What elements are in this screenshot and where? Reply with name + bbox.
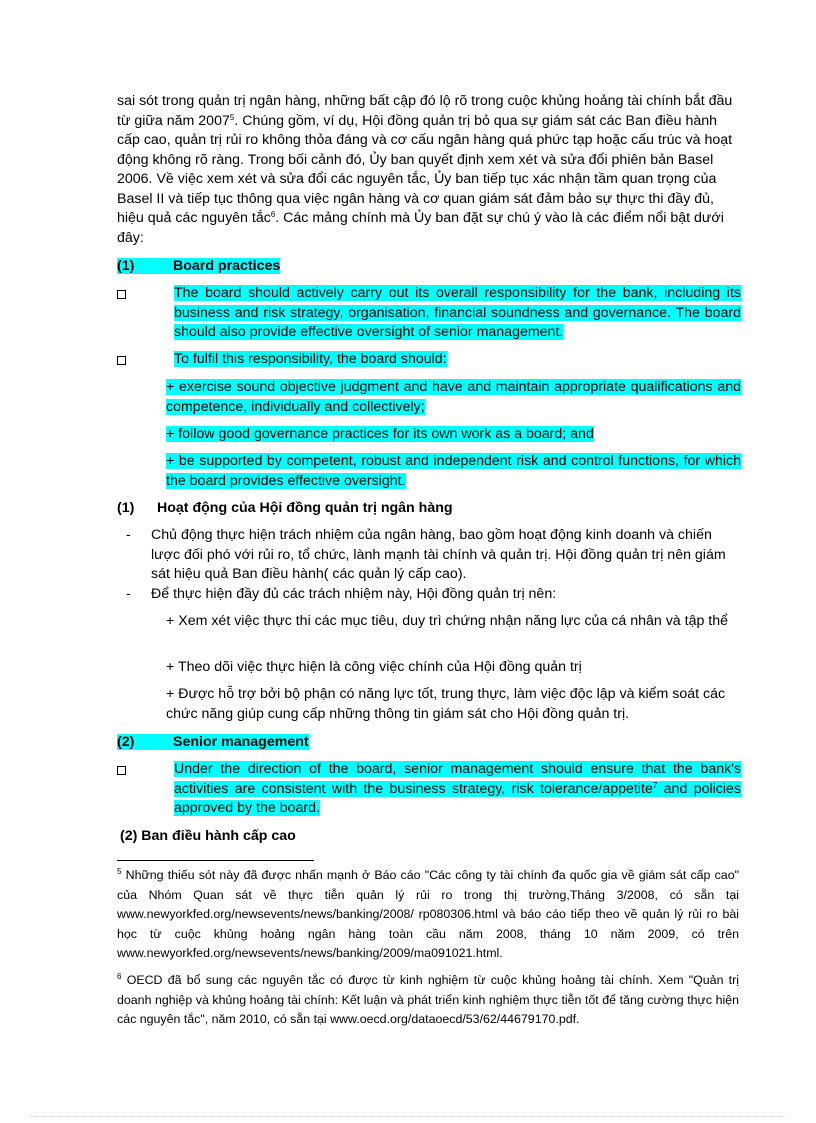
intro-text-c: . Các mảng chính mà Ủy ban đặt sự chú ý vào là các điểm nổi bật dưới đây: xyxy=(117,210,724,246)
square-bullet-icon xyxy=(117,290,126,299)
section-1-vi-title: Hoạt động của Hội đồng quản trị ngân hàng xyxy=(157,500,453,516)
footnote-6 xyxy=(117,971,739,1030)
section-2-heading xyxy=(117,733,309,752)
section-1-bullet-1: The board should actively carry out its overall responsibility for the bank, including its business and risk strategy, organisation, financial soundness and governance. The board should also provide effective oversight of senior management. xyxy=(174,285,741,340)
footnote-ref-7[interactable]: 7 xyxy=(652,780,658,790)
section-1-sub-2: + follow good governance practices for its own work as a board; and xyxy=(166,426,594,442)
section-1-sub-1: + exercise sound objective judgment and have and maintain appropriate qualifications and competence, individually and collectively; xyxy=(166,379,741,415)
section-1-title: Board practices xyxy=(173,258,281,274)
section-1-vi-sub-2: + Theo dõi việc thực hiện là công việc chính của Hội đồng quản trị xyxy=(166,659,582,675)
page-bottom-border xyxy=(30,1116,786,1117)
section-2-title: Senior management xyxy=(173,734,309,750)
intro-text-a: sai sót trong quản trị ngân hàng, những bất cập đó lộ rõ trong cuộc khủng hoảng tài chính bắt đầu từ giữa năm 2007 xyxy=(117,93,733,129)
footnote-5 xyxy=(117,866,739,964)
section-2-bullet-1: Under the direction of the board, senior management should ensure that the bank's activities are consistent with the business strategy, risk tolerance/appetite$^7$ and policies approved by the board. xyxy=(174,761,742,816)
footnote-5-text: Những thiếu sót này đã được nhấn mạnh ở Báo cáo "Các công ty tài chính đa quốc gia về giám sát cấp cao" của Nhóm Quan sát về thực tiễn quản lý rủi ro trong thị trường,Tháng 3/2008, có sẵn tại www.newyorkfed.org/newsevents/news/banking/2008/ rp080306.html và báo cáo tiếp theo về quản lý rủi ro bài học từ cuộc khủng hoảng ngân hàng toàn cầu năm 2008, tháng 10 năm 2009, có trên www.newyorkfed.org/newsevents/news/banking/2009/ma091021.html. xyxy=(117,868,739,961)
section-1-vi-heading: (1) Hoạt động của Hội đồng quản trị ngân hàng xyxy=(117,500,453,516)
footnote-6-mark: 6 xyxy=(117,972,122,981)
footnote-ref-6[interactable]: 6 xyxy=(270,210,276,219)
section-1-bullet-2: To fulfil this responsibility, the board should: xyxy=(174,351,447,367)
section-2-vi-heading xyxy=(120,827,296,846)
section-1-number: (1) xyxy=(117,258,135,274)
intro-paragraph xyxy=(117,92,743,248)
footnote-separator xyxy=(117,860,314,861)
section-1-vi-sub-1: + Xem xét việc thực thi các mục tiêu, duy trì chứng nhận năng lực của cá nhân và tập thể xyxy=(166,613,729,629)
section-1-sub-3: + be supported by competent, robust and independent risk and control functions, for which the board provides effective oversight. xyxy=(166,453,741,489)
section-2-vi-title: (2) Ban điều hành cấp cao xyxy=(120,828,296,844)
square-bullet-icon xyxy=(117,356,126,365)
footnote-ref-5[interactable]: 5 xyxy=(229,112,235,122)
document-page: sai sót trong quản trị ngân hàng, những bất cập đó lộ rõ trong cuộc khủng hoảng tài chính bắt đầu từ giữa năm 2007$^5$. Chúng gồm, ví dụ, Hội đồng quản trị bỏ qua sự giám sát các Ban điều hành cấp cao, quản trị rủi ro không thỏa đáng và cơ cấu ngân hàng quá phức tạp hoặc cấu trúc và hoạt động không rõ ràng. Trong bối cảnh đó, Ủy ban quyết định xem xét và sửa đổi phiên bản Basel 2006. Về việc xem xét và sửa đổi các nguyên tắc, Ủy ban tiếp tục xác nhận tầm quan trọng của Basel II và tiếp tục thông qua việc ngân hàng và cơ quan giám sát đảm bảo sự thực thi đầy đủ, hiệu quả các nguyên tắc$^6$. Các mảng chính mà Ủy ban đặt sự chú ý vào là các điểm nổi bật dưới đây: (1) Board practices The board should actively carry out its overall responsibility for the bank, including its business and risk strategy, organisation, financial soundness and governance. The board should also provide effective oversight of senior management. To fulfil this responsibility, the board should: + exercise sound objective judgment and have and maintain appropriate qualifications and competence, individually and collectively; + follow good governance practices for its own work as a board; and + be supported by competent, robust and independent risk and control functions, for which the board provides effective oversight. (1) Hoạt động của Hội đồng quản trị ngân hàng - Chủ động thực hiện trách nhiệm của ngân hàng, bao gồm hoạt động kinh doanh và chiến lược đối phó với rủi ro, tổ chức, lành mạnh tài chính và quản trị. Hội đồng quản trị nên giám sát hiệu quả Ban điều hành( các quản lý cấp cao). - Để thực hiện đầy đủ các trách nhiệm này, Hội đồng quản trị nên: + Xem xét việc thực thi các mục tiêu, duy trì chứng nhận năng lực của cá nhân và tập thể + Theo dõi việc thực hiện là công việc chính của Hội đồng quản trị + Được hỗ trợ bởi bộ phận có năng lực tốt, trung thực, làm việc độc lập và kiểm soát các chức năng giúp cung cấp những thông tin giám sát cho Hội đồng quản trị. (2) Senior management Under the direction of the board, senior management should ensure that the bank's activities are consistent with the business strategy, risk tolerance/appetite$^7$ and policies approved by the board. (2) Ban điều hành cấp cao $^5$ Những thiếu sót này đã được nhấn mạnh ở Báo cáo "Các công ty tài chính đa quốc gia về giám sát cấp cao" của Nhóm Quan sát về thực tiễn quản lý rủi ro trong thị trường,Tháng 3/2008, có sẵn tại www.newyorkfed.org/newsevents/news/banking/2008/ rp080306.html và báo cáo tiếp theo về quản lý rủi ro bài học từ cuộc khủng hoảng ngân hàng toàn cầu năm 2008, tháng 10 năm 2009, có trên www.newyorkfed.org/newsevents/news/banking/2009/ma091021.html. $^6$ OECD đã bổ sung các nguyên tắc có được từ kinh nghiệm từ cuộc khủng hoảng tài chính. Xem "Quản trị doanh nghiệp và khủng hoảng tài chính: Kết luận và phát triển kinh nghiệm thực tiễn tốt để tăng cường thực hiện các nguyên tắc", năm 2010, có sẵn tại www.oecd.org/dataoecd/53/62/44679170.pdf. xyxy=(0,0,816,1123)
footnote-6-text: OECD đã bổ sung các nguyên tắc có được từ kinh nghiệm từ cuộc khủng hoảng tài chính. Xem "Quản trị doanh nghiệp và khủng hoảng tài chính: Kết luận và phát triển kinh nghiệm thực tiễn tốt để tăng cường thực hiện các nguyên tắc", năm 2010, có sẵn tại www.oecd.org/dataoecd/53/62/44679170.pdf. xyxy=(117,973,739,1027)
intro-text-b: . Chúng gồm, ví dụ, Hội đồng quản trị bỏ qua sự giám sát các Ban điều hành cấp cao, quản trị rủi ro không thỏa đáng và cơ cấu ngân hàng quá phức tạp hoặc cấu trúc và hoạt động không rõ ràng. Trong bối cảnh đó, Ủy ban quyết định xem xét và sửa đổi phiên bản Basel 2006. Về việc xem xét và sửa đổi các nguyên tắc, Ủy ban tiếp tục xác nhận tầm quan trọng của Basel II và tiếp tục thông qua việc ngân hàng và cơ quan giám sát đảm bảo sự thực thi đầy đủ, hiệu quả các nguyên tắc xyxy=(117,112,733,226)
section-1-heading xyxy=(117,257,280,276)
section-1-vi-sub-3: + Được hỗ trợ bởi bộ phận có năng lực tốt, trung thực, làm việc độc lập và kiểm soát các chức năng giúp cung cấp những thông tin giám sát cho Hội đồng quản trị. xyxy=(166,686,726,722)
section-2-number: (2) xyxy=(117,734,135,750)
square-bullet-icon xyxy=(117,766,126,775)
footnote-5-mark: 5 xyxy=(117,867,122,876)
